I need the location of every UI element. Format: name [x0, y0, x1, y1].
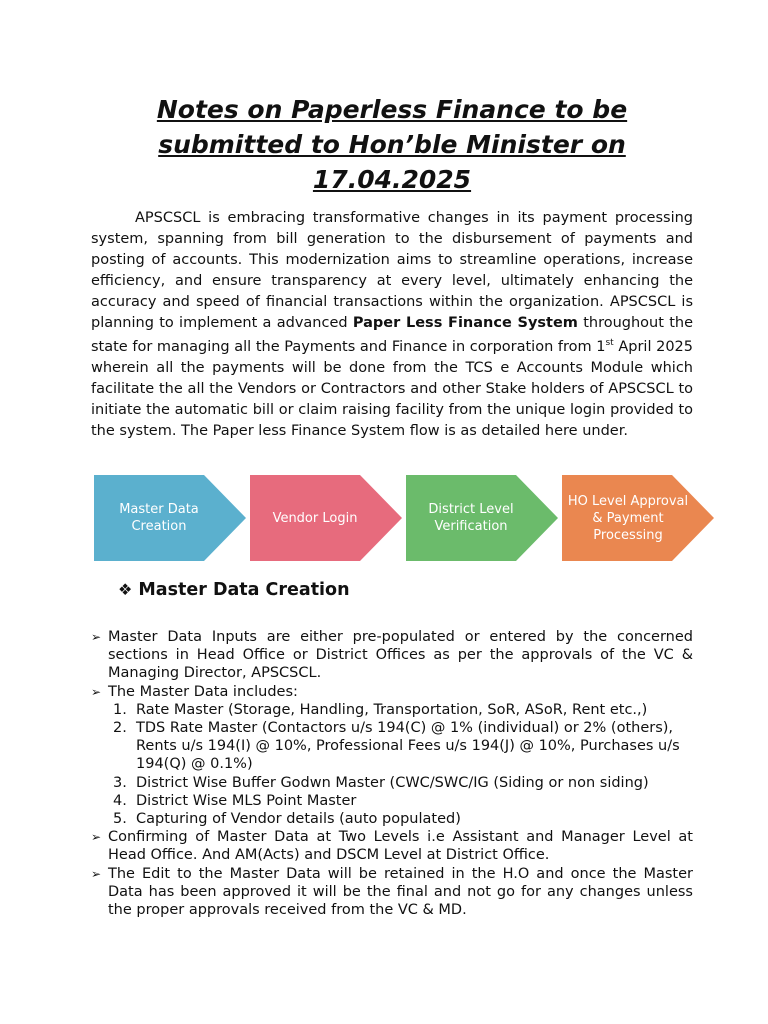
title-line-3: 17.04.2025 — [312, 165, 472, 194]
arrow-bullet-icon: ➢ — [91, 630, 102, 644]
bullet-item — [91, 828, 693, 864]
intro-text-1: APSCSCL is embracing transformative changes in its payment processing system, spanning from bill generation to the disbursement of payments and posting of accounts. This modernization aims to streamline operations, increase efficiency, and ensure transparency at every level, ultimately enhancing the accuracy and speed of financial transactions within the organization. APSCSCL is planning to implement a advanced — [91, 210, 693, 331]
page-title — [110, 92, 674, 197]
arrow-bullet-icon: ➢ — [91, 866, 102, 881]
list-item-text: TDS Rate Master (Contactors u/s 194(C) @ 1% (individual) or 2% (others), Rents u/s 194(I) @ 10%, Professional Fees u/s 194(J) @ 10%, Purchases u/s 194(Q) @ 0.1%) — [136, 720, 680, 773]
bullet-text: The Master Data includes: — [108, 683, 298, 700]
section-heading-text: Master Data Creation — [138, 580, 350, 600]
bullet-item — [91, 683, 693, 701]
flow-step-ho-approval — [562, 475, 714, 561]
arrow-bullet-icon: ➢ — [91, 684, 102, 699]
bullet-item — [91, 628, 693, 683]
flow-step-label: Vendor Login — [272, 510, 358, 526]
intro-bold-text: Paper Less Finance System — [352, 314, 578, 331]
flow-step-master-data — [94, 475, 246, 561]
arrow-bullet-icon: ➢ — [91, 830, 102, 845]
bullet-item — [91, 865, 693, 920]
diamond-bullet-icon: ❖ — [118, 580, 133, 599]
list-item-text: Capturing of Vendor details (auto populated) — [136, 811, 461, 828]
bullet-text: Master Data Inputs are either pre-populated or entered by the concerned sections in Head Office or District Offices as per the approvals of the VC & Managing Director, APSCSCL. — [108, 629, 693, 682]
list-number: 3. — [113, 774, 127, 791]
intro-paragraph — [91, 208, 693, 442]
list-number: 5. — [113, 811, 127, 828]
flow-step-district-verification — [406, 475, 558, 561]
flow-step-label: District Level Verification — [428, 502, 514, 534]
list-item-text: District Wise Buffer Godwn Master (CWC/SWC/IG (Siding or non siding) — [136, 774, 649, 791]
list-item — [91, 719, 693, 774]
list-item — [91, 701, 693, 719]
flow-step-vendor-login — [250, 475, 402, 561]
list-item — [91, 810, 693, 828]
bullet-text: Confirming of Master Data at Two Levels i.e Assistant and Manager Level at Head Office. And AM(Acts) and DSCM Level at District Office. — [108, 829, 693, 864]
list-item-text: District Wise MLS Point Master — [136, 792, 357, 809]
section-heading — [118, 580, 350, 600]
list-number: 2. — [113, 720, 127, 737]
list-number: 1. — [113, 701, 127, 718]
list-item — [91, 774, 693, 792]
list-item — [91, 792, 693, 810]
flow-step-label: HO Level Approval & Payment Processing — [567, 493, 689, 543]
title-line-1: Notes on Paperless Finance to be — [156, 95, 628, 124]
intro-superscript: st — [605, 338, 614, 349]
bullet-text: The Edit to the Master Data will be retained in the H.O and once the Master Data has been approved it will be the final and not go for any changes unless the proper approvals received from the VC & MD. — [108, 865, 693, 919]
master-data-details — [91, 628, 693, 919]
master-data-list — [91, 701, 693, 828]
intro-text-2: throughout the state for managing all the Payments and Finance in corporation from 1 — [91, 314, 693, 356]
intro-text-3: April 2025 wherein all the payments will be done from the TCS e Accounts Module which facilitate the all the Vendors or Contractors and other Stake holders of APSCSCL to initiate the automatic bill or claim raising facility from the unique login provided to the system. The Paper less Finance System flow is as detailed here under. — [91, 339, 693, 439]
title-line-2: submitted to Hon’ble Minister on — [158, 130, 626, 159]
flow-step-label: Master Data Creation — [119, 502, 199, 534]
list-item-text: Rate Master (Storage, Handling, Transportation, SoR, ASoR, Rent etc.,) — [136, 701, 648, 718]
list-number: 4. — [113, 792, 127, 809]
